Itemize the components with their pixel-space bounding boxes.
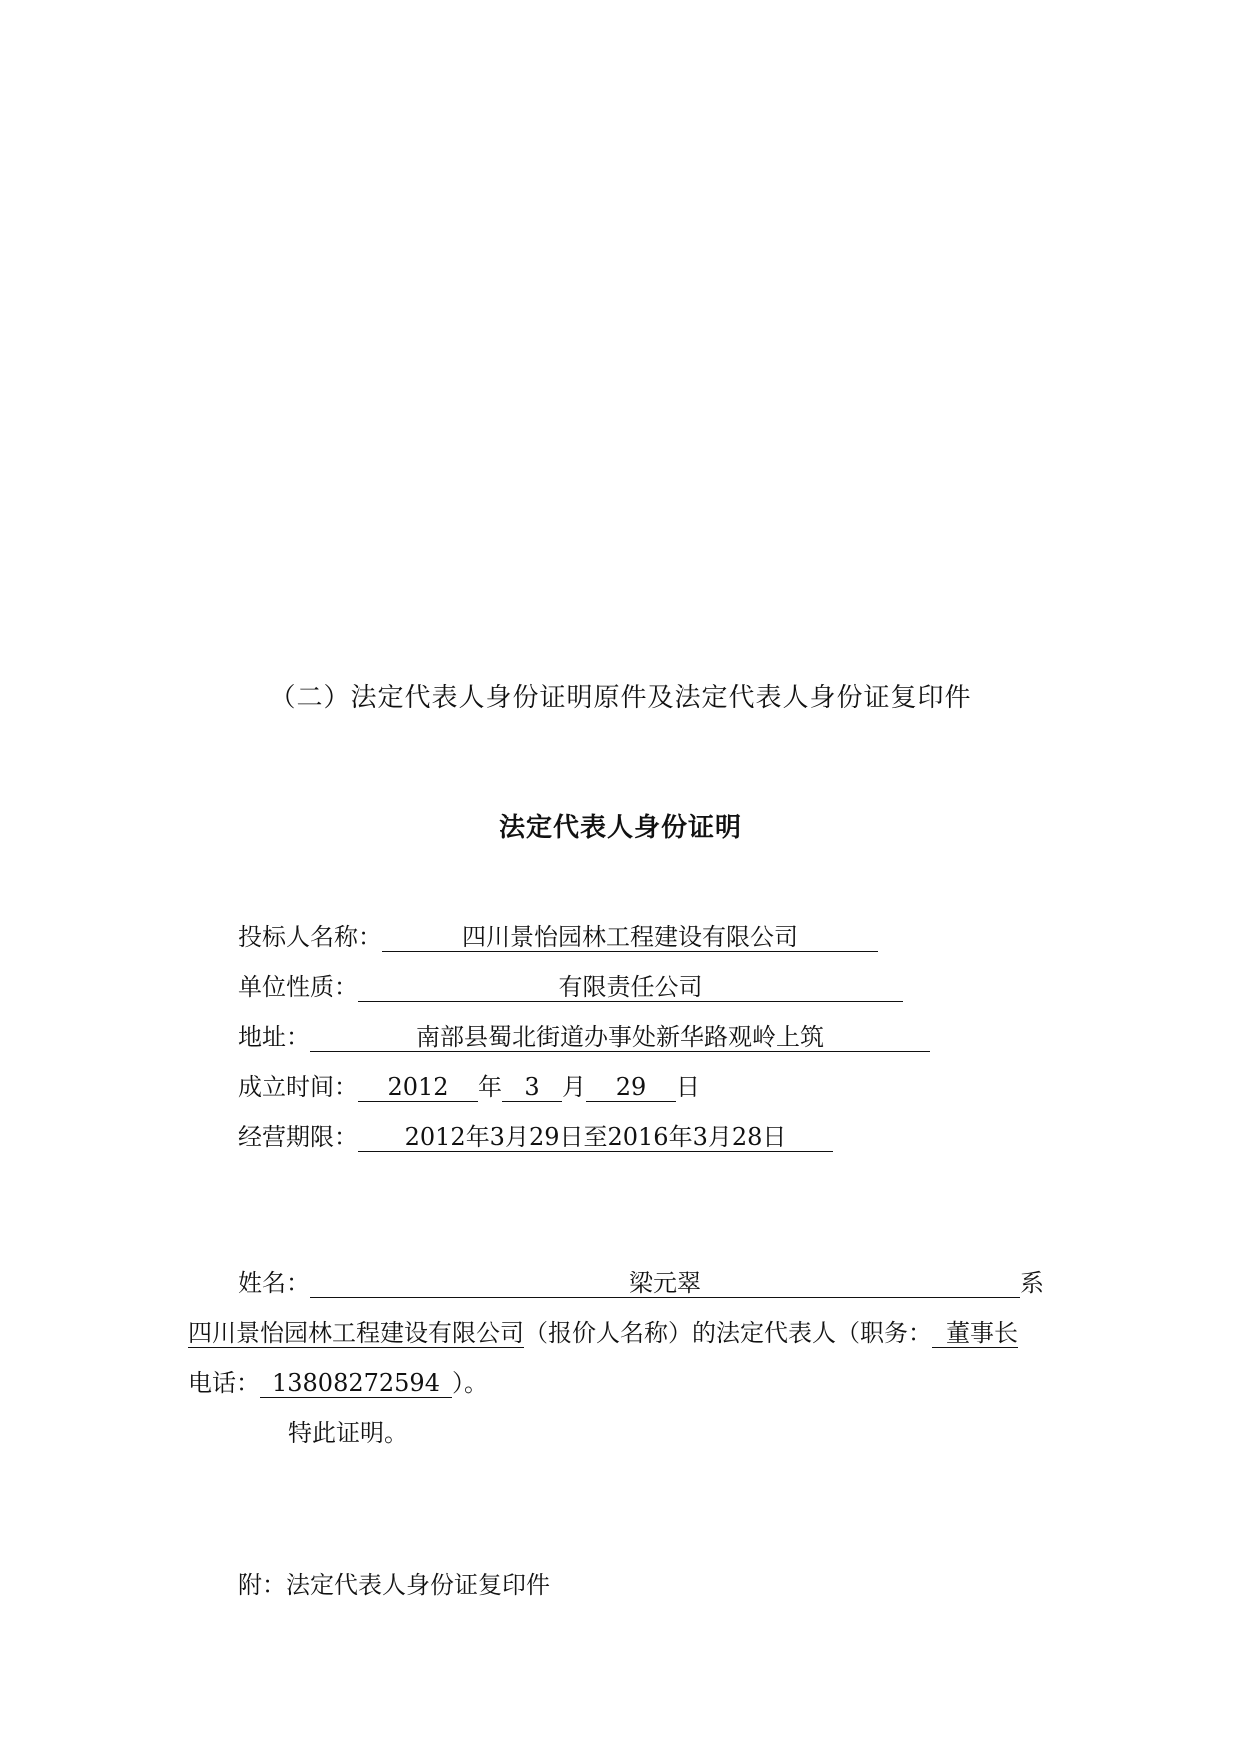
established-row bbox=[238, 1072, 700, 1102]
position-value: 董事长 bbox=[932, 1319, 1018, 1348]
name-value: 梁元翠 bbox=[310, 1269, 1020, 1298]
section-heading: （二）法定代表人身份证明原件及法定代表人身份证复印件 bbox=[269, 683, 972, 713]
bidder-name-value: 四川景怡园林工程建设有限公司 bbox=[382, 923, 878, 952]
declaration-company: 四川景怡园林工程建设有限公司 bbox=[188, 1319, 524, 1347]
established-month: 3 bbox=[502, 1073, 562, 1102]
established-label: 成立时间： bbox=[238, 1073, 358, 1101]
attachment-note: 附：法定代表人身份证复印件 bbox=[238, 1571, 550, 1599]
business-term-label: 经营期限： bbox=[238, 1123, 358, 1151]
declaration-middle-text: （报价人名称）的法定代表人（职务： bbox=[524, 1319, 932, 1347]
bidder-name-row bbox=[238, 922, 878, 952]
hereby-certify: 特此证明。 bbox=[288, 1419, 408, 1447]
year-unit: 年 bbox=[478, 1073, 502, 1101]
address-label: 地址： bbox=[238, 1023, 310, 1051]
company-position-row bbox=[188, 1318, 1018, 1348]
phone-row bbox=[188, 1368, 488, 1398]
document-title: 法定代表人身份证明 bbox=[498, 813, 742, 843]
name-row bbox=[238, 1268, 1044, 1298]
established-day: 29 bbox=[586, 1073, 676, 1102]
address-value: 南部县蜀北街道办事处新华路观岭上筑 bbox=[310, 1023, 930, 1052]
phone-close: ）。 bbox=[451, 1369, 488, 1397]
unit-nature-value: 有限责任公司 bbox=[358, 973, 903, 1002]
phone-value: 13808272594 bbox=[260, 1369, 452, 1398]
business-term-row bbox=[238, 1122, 833, 1152]
bidder-name-label: 投标人名称： bbox=[238, 923, 382, 951]
name-label: 姓名： bbox=[238, 1269, 310, 1297]
address-row bbox=[238, 1022, 930, 1052]
xi-text: 系 bbox=[1020, 1269, 1044, 1297]
business-term-value: 2012年3月29日至2016年3月28日 bbox=[358, 1123, 833, 1152]
phone-label: 电话： bbox=[188, 1369, 260, 1397]
established-year: 2012 bbox=[358, 1073, 478, 1102]
unit-nature-label: 单位性质： bbox=[238, 973, 358, 1001]
day-unit: 日 bbox=[676, 1073, 700, 1101]
unit-nature-row bbox=[238, 972, 903, 1002]
month-unit: 月 bbox=[562, 1073, 586, 1101]
